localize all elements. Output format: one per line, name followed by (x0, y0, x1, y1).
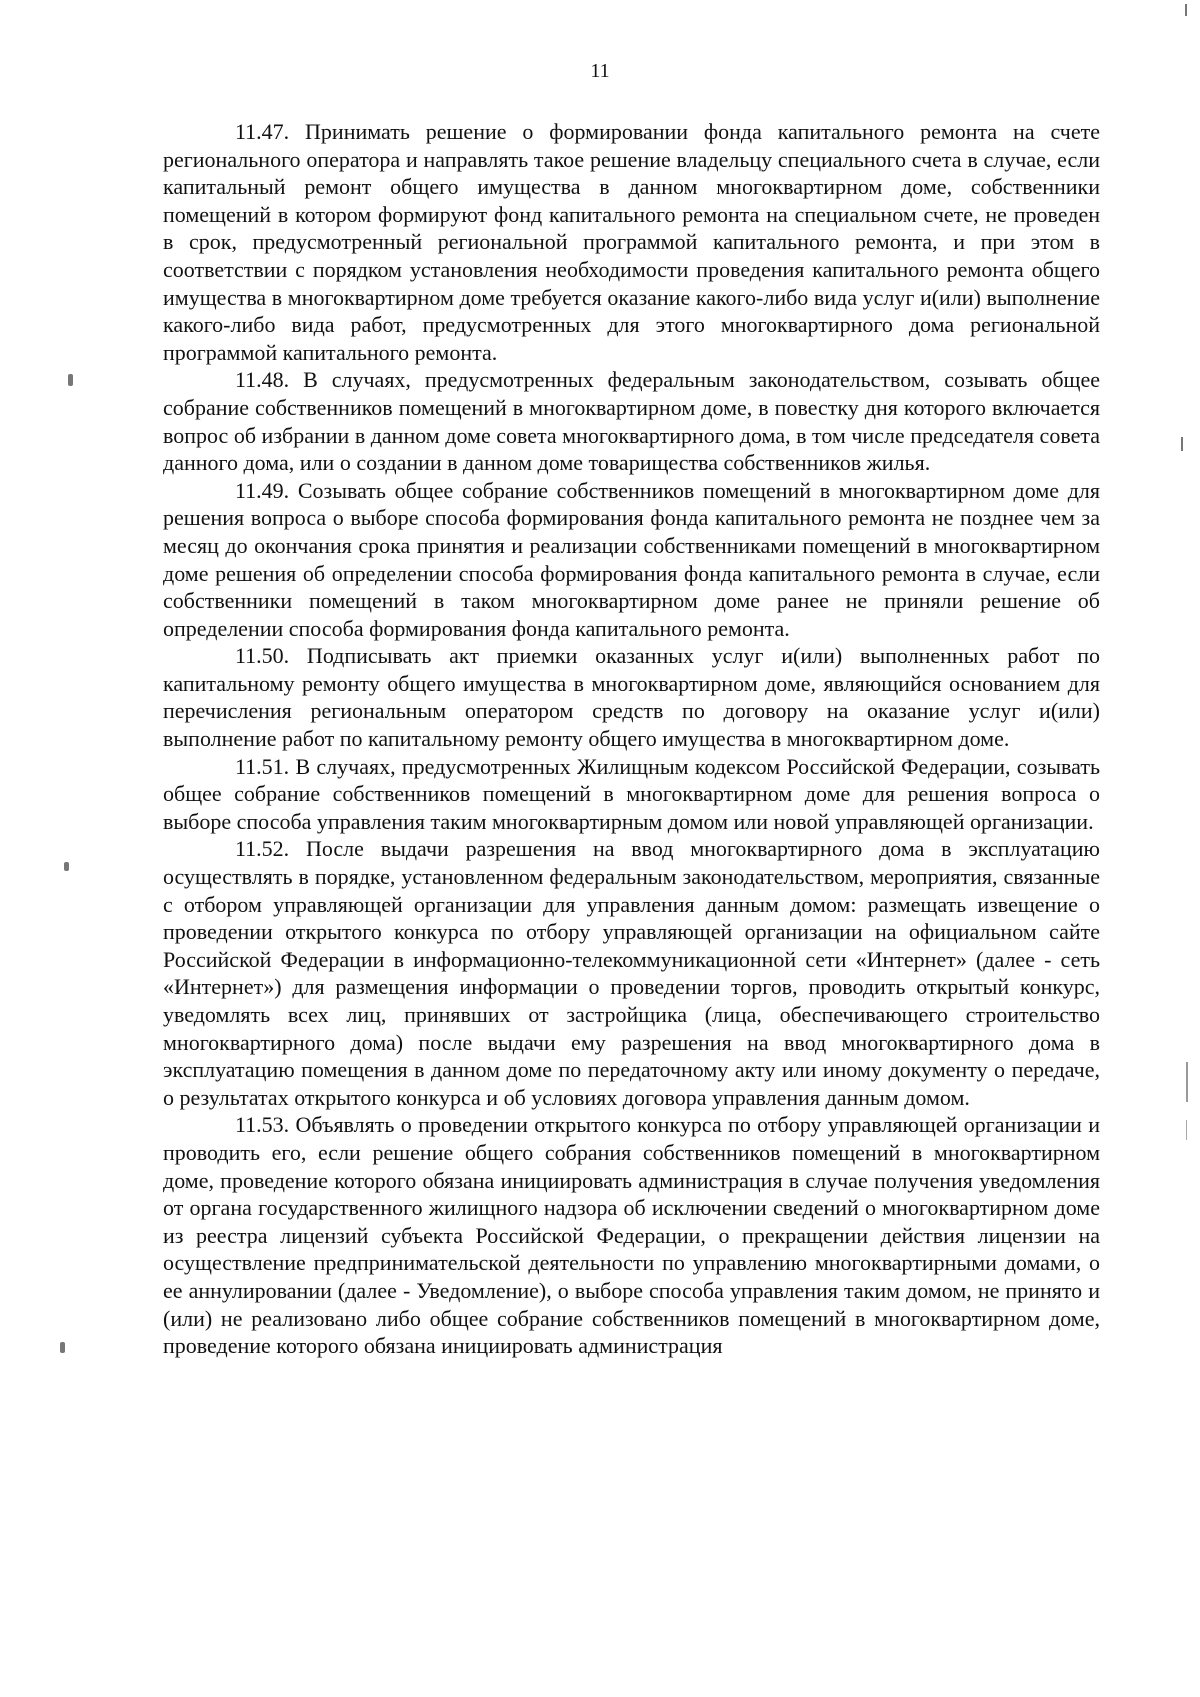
paragraph-11-49: 11.49. Созывать общее собрание собственников помещений в многоквартирном доме для решения вопроса о выборе способа формирования фонда капитального ремонта не позднее чем за месяц до окончания срока принятия и реализации собственниками помещений в многоквартирном доме решения об определении способа формирования фонда капитального ремонта в случае, если собственники помещений в таком многоквартирном доме ранее не приняли решение об определении способа формирования фонда капитального ремонта. (163, 477, 1100, 641)
paragraph-11-53: 11.53. Объявлять о проведении открытого конкурса по отбору управляющей организации и проводить его, если решение общего собрания собственников помещений в многоквартирном доме, проведение которого обязана инициировать администрация в случае получения уведомления от органа государственного жилищного надзора об исключении сведений о многоквартирном доме из реестра лицензий субъекта Российской Федерации, о прекращении действия лицензии на осуществление предпринимательской деятельности по управлению многоквартирными домами, о ее аннулировании (далее - Уведомление), о выборе способа управления таким домом, не принято и (или) не реализовано либо общее собрание собственников помещений в многоквартирном доме, проведение которого обязана инициировать администрация (163, 1112, 1100, 1359)
paragraph-11-48: 11.48. В случаях, предусмотренных федеральным законодательством, созывать общее собрание собственников помещений в многоквартирном доме, в повестку дня которого включается вопрос об избрании в данном доме совета многоквартирного дома, в том числе председателя совета данного дома, или о создании в данном доме товарищества собственников жилья. (163, 367, 1100, 476)
scan-mark-right-1 (1185, 4, 1187, 16)
scan-mark-right-2 (1181, 437, 1183, 451)
scan-mark-right-3 (1186, 1062, 1188, 1102)
paragraph-11-51: 11.51. В случаях, предусмотренных Жилищным кодексом Российской Федерации, созывать общее собрание собственников помещений в многоквартирном доме для решения вопроса о выборе способа управления таким многоквартирным домом или новой управляющей организации. (163, 753, 1100, 834)
scan-mark-right-4 (1186, 1120, 1187, 1140)
scan-mark-left-2 (64, 862, 69, 871)
page-number: 11 (590, 60, 610, 82)
scan-mark-left-1 (68, 374, 73, 386)
paragraph-11-50: 11.50. Подписывать акт приемки оказанных услуг и(или) выполненных работ по капитальному ремонту общего имущества в многоквартирном доме, являющийся основанием для перечисления региональным оператором средств по договору на оказание услуг и(или) выполнение работ по капитальному ремонту общего имущества в многоквартирном доме. (163, 643, 1100, 752)
paragraph-11-52: 11.52. После выдачи разрешения на ввод многоквартирного дома в эксплуатацию осуществлять в порядке, установленном федеральным законодательством, мероприятия, связанные с отбором управляющей организации для управления данным домом: размещать извещение о проведении открытого конкурса по отбору управляющей организации на официальном сайте Российской Федерации в информационно-телекоммуникационной сети «Интернет» (далее - сеть «Интернет») для размещения информации о проведении торгов, проводить открытый конкурс, уведомлять всех лиц, принявших от застройщика (лица, обеспечивающего строительство многоквартирного дома) после выдачи ему разрешения на ввод многоквартирного дома в эксплуатацию помещения в данном доме по передаточному акту или иному документу о передаче, о результатах открытого конкурса и об условиях договора управления данным домом. (163, 836, 1100, 1110)
scan-mark-left-3 (60, 1342, 65, 1353)
paragraph-11-47: 11.47. Принимать решение о формировании фонда капитального ремонта на счете регионального оператора и направлять такое решение владельцу специального счета в случае, если капитальный ремонт общего имущества в данном многоквартирном доме, собственники помещений в котором формируют фонд капитального ремонта на специальном счете, не проведен в срок, предусмотренный региональной программой капитального ремонта, и при этом в соответствии с порядком установления необходимости проведения капитального ремонта общего имущества в многоквартирном доме требуется оказание какого-либо вида услуг и(или) выполнение какого-либо вида работ, предусмотренных для этого многоквартирного дома региональной программой капитального ремонта. (163, 119, 1100, 365)
document-body (163, 118, 1100, 1360)
